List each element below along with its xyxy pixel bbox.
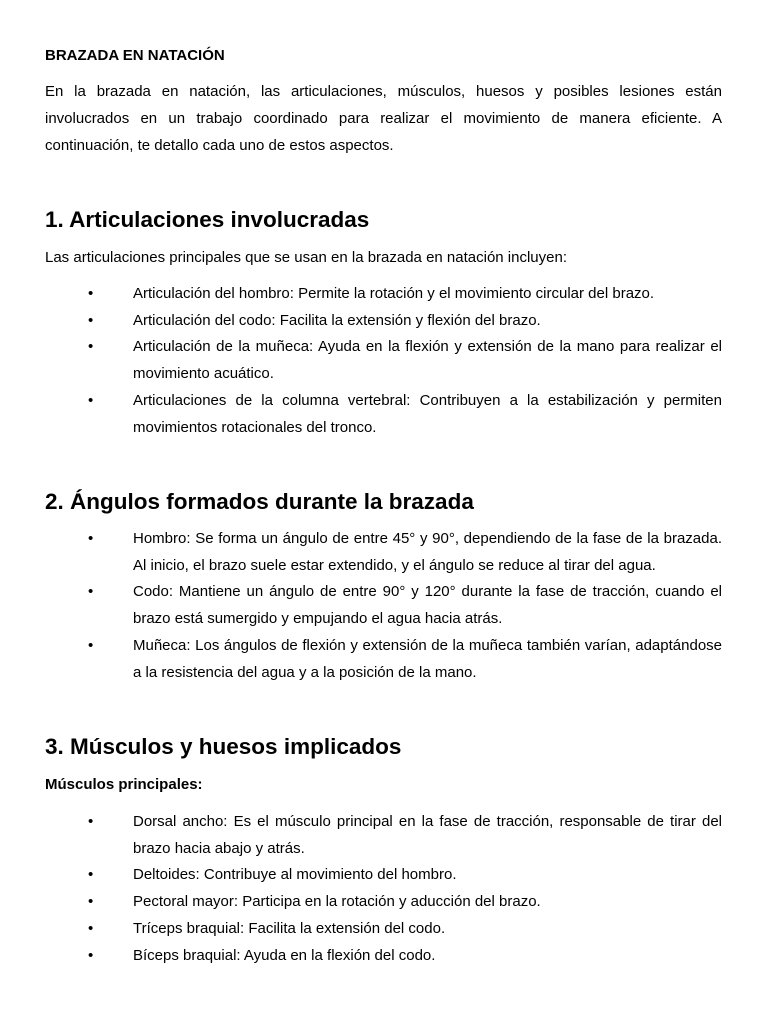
section1-list (45, 281, 722, 441)
list-item-text: Articulación de la muñeca: Ayuda en la flexión y extensión de la mano para realizar el movimiento acuático. (133, 338, 722, 383)
list-item (45, 579, 722, 632)
list-item-text: Articulación del hombro: Permite la rotación y el movimiento circular del brazo. (133, 285, 655, 302)
list-item-text: Articulaciones de la columna vertebral: Contribuyen a la estabilización y permiten movimientos rotacionales del tronco. (133, 391, 722, 436)
bullet-icon: • (88, 285, 94, 302)
list-item-text: Articulación del codo: Facilita la extensión y flexión del brazo. (133, 311, 541, 329)
list-item-text: Muñeca: Los ángulos de flexión y extensión de la muñeca también varían, adaptándose a la resistencia del agua y a la posición de la mano. (133, 636, 722, 681)
list-item (45, 281, 722, 308)
section3-heading: 3. Músculos y huesos implicados (45, 734, 402, 759)
bullet-icon: • (88, 530, 94, 547)
bullet-icon: • (88, 636, 94, 654)
list-item (45, 308, 722, 335)
bullet-icon: • (88, 813, 94, 830)
section2-list (45, 526, 722, 686)
list-item (45, 633, 722, 686)
bullet-icon: • (88, 583, 94, 601)
list-item-text: Deltoides: Contribuye al movimiento del hombro. (133, 866, 457, 884)
list-item-text: Bíceps braquial: Ayuda en la flexión del codo. (133, 946, 436, 964)
section1-heading: 1. Articulaciones involucradas (45, 207, 370, 232)
list-item (45, 943, 722, 970)
list-item (45, 388, 722, 441)
bullet-icon: • (88, 391, 94, 409)
list-item-text: Dorsal ancho: Es el músculo principal en la fase de tracción, responsable de tirar del brazo hacia abajo y atrás. (133, 813, 722, 857)
list-item (45, 334, 722, 387)
list-item (45, 889, 722, 916)
list-item-text: Hombro: Se forma un ángulo de entre 45° y 90°, dependiendo de la fase de la brazada. Al inicio, el brazo suele estar extendido, y el ángulo se reduce al tirar del agua. (133, 530, 722, 574)
list-item-text: Pectoral mayor: Participa en la rotación y aducción del brazo. (133, 893, 541, 911)
bullet-icon: • (88, 893, 94, 911)
bullet-icon: • (88, 866, 94, 884)
list-item (45, 862, 722, 889)
document-title: BRAZADA EN NATACIÓN (45, 47, 225, 64)
section1-lead: Las articulaciones principales que se usan en la brazada en natación incluyen: (45, 249, 568, 266)
section3-list (45, 809, 722, 969)
list-item (45, 809, 722, 862)
bullet-icon: • (88, 919, 94, 937)
bullet-icon: • (88, 311, 94, 329)
bullet-icon: • (88, 946, 94, 964)
list-item (45, 526, 722, 579)
list-item-text: Tríceps braquial: Facilita la extensión del codo. (133, 919, 446, 937)
intro-paragraph: En la brazada en natación, las articulaciones, músculos, huesos y posibles lesiones están involucrados en un trabajo coordinado para realizar el movimiento de manera eficiente. A continuación, te detallo cada uno de estos aspectos. (45, 83, 722, 154)
bullet-icon: • (88, 338, 94, 356)
section2-heading: 2. Ángulos formados durante la brazada (45, 489, 474, 514)
list-item (45, 916, 722, 943)
section3-subheading: Músculos principales: (45, 776, 203, 793)
list-item-text: Codo: Mantiene un ángulo de entre 90° y 120° durante la fase de tracción, cuando el brazo está sumergido y empujando el agua hacia atrás. (133, 583, 722, 628)
